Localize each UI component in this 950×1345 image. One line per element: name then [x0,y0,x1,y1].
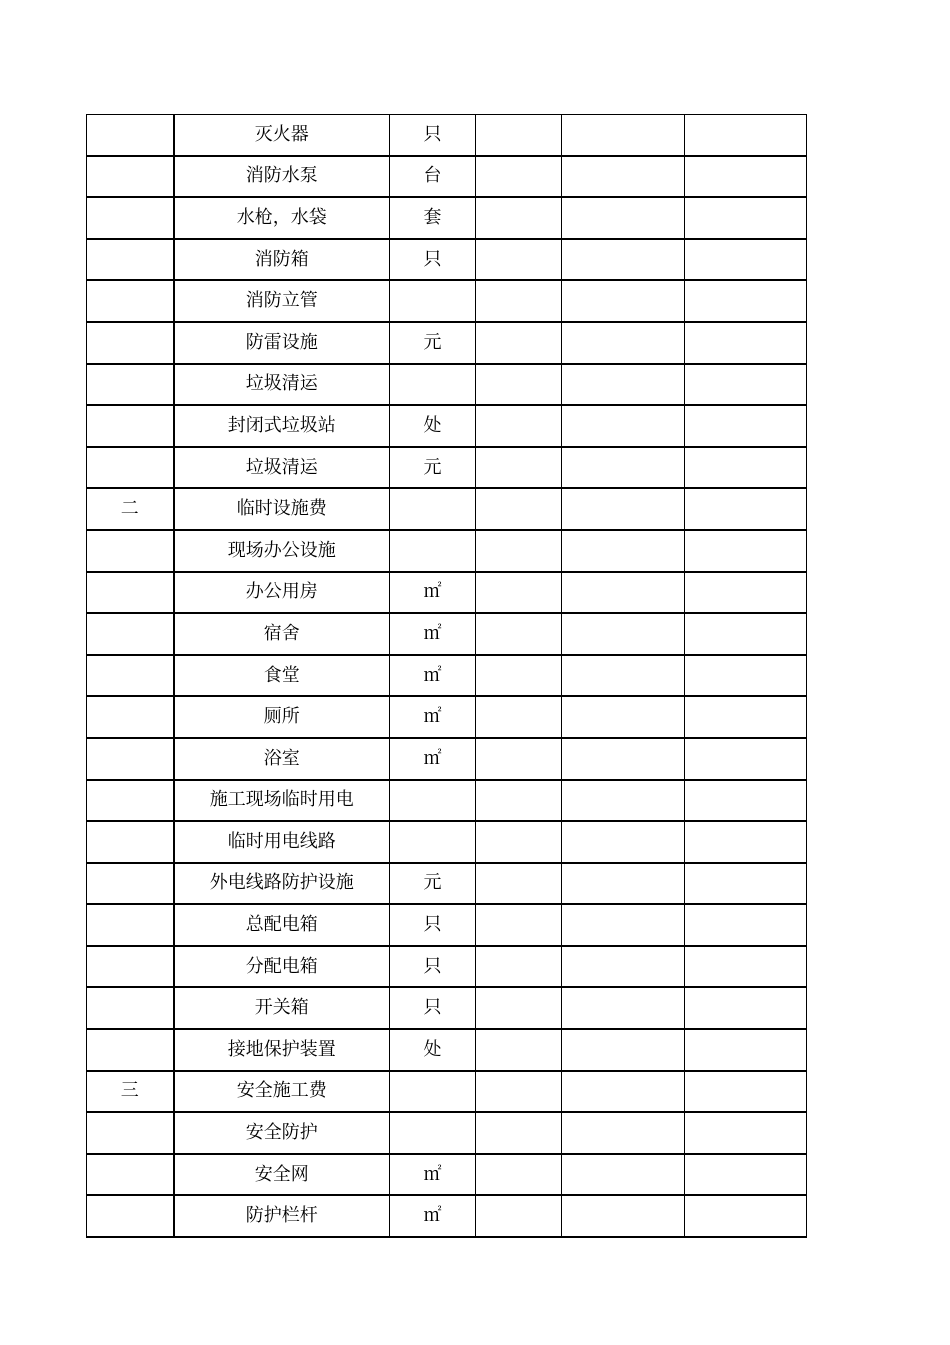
item-name-cell: 办公用房 [174,572,390,614]
item-name-cell: 总配电箱 [174,904,390,946]
table-row [87,613,807,655]
table-row [87,447,807,489]
empty-cell [685,115,807,156]
empty-cell [476,1029,562,1071]
unit-cell: 只 [390,987,476,1029]
empty-cell [476,156,562,198]
empty-cell [562,613,685,655]
unit-cell: ㎡ [390,696,476,738]
empty-cell [562,780,685,822]
empty-cell [562,197,685,239]
table-row [87,821,807,863]
row-number-cell [87,946,174,988]
empty-cell [562,655,685,697]
item-name-cell: 安全防护 [174,1112,390,1154]
unit-cell [390,1071,476,1113]
empty-cell [685,447,807,489]
empty-cell [685,780,807,822]
empty-cell [685,946,807,988]
unit-cell: ㎡ [390,613,476,655]
empty-cell [562,1029,685,1071]
item-name-cell: 防护栏杆 [174,1195,390,1237]
table-row [87,655,807,697]
empty-cell [476,946,562,988]
empty-cell [562,572,685,614]
item-name-cell: 开关箱 [174,987,390,1029]
row-number-cell [87,1154,174,1196]
row-number-cell [87,156,174,198]
unit-cell: 只 [390,904,476,946]
empty-cell [685,405,807,447]
item-name-cell: 消防箱 [174,239,390,281]
row-number-cell [87,613,174,655]
table-row [87,530,807,572]
empty-cell [562,447,685,489]
row-number-cell [87,572,174,614]
empty-cell [685,572,807,614]
empty-cell [476,1071,562,1113]
row-number-cell: 二 [87,488,174,530]
empty-cell [685,696,807,738]
empty-cell [562,280,685,322]
table-row [87,197,807,239]
unit-cell: 台 [390,156,476,198]
item-name-cell: 防雷设施 [174,322,390,364]
row-number-cell [87,738,174,780]
empty-cell [685,1154,807,1196]
item-name-cell: 浴室 [174,738,390,780]
empty-cell [562,863,685,905]
cost-table [86,114,807,1238]
empty-cell [562,530,685,572]
empty-cell [685,1071,807,1113]
unit-cell: 处 [390,405,476,447]
empty-cell [476,987,562,1029]
row-number-cell [87,447,174,489]
item-name-cell: 垃圾清运 [174,447,390,489]
empty-cell [476,780,562,822]
item-name-cell: 接地保护装置 [174,1029,390,1071]
item-name-cell: 临时用电线路 [174,821,390,863]
row-number-cell [87,197,174,239]
unit-cell: 处 [390,1029,476,1071]
item-name-cell: 垃圾清运 [174,364,390,406]
empty-cell [476,530,562,572]
item-name-cell: 食堂 [174,655,390,697]
row-number-cell [87,821,174,863]
empty-cell [476,821,562,863]
empty-cell [685,197,807,239]
empty-cell [685,1029,807,1071]
empty-cell [476,738,562,780]
item-name-cell: 安全网 [174,1154,390,1196]
empty-cell [476,1195,562,1237]
item-name-cell: 消防立管 [174,280,390,322]
row-number-cell [87,1112,174,1154]
empty-cell [562,987,685,1029]
row-number-cell [87,655,174,697]
empty-cell [562,1154,685,1196]
row-number-cell [87,1195,174,1237]
unit-cell: ㎡ [390,738,476,780]
unit-cell: 只 [390,115,476,156]
item-name-cell: 安全施工费 [174,1071,390,1113]
empty-cell [476,655,562,697]
row-number-cell [87,280,174,322]
item-name-cell: 现场办公设施 [174,530,390,572]
empty-cell [685,738,807,780]
unit-cell [390,488,476,530]
empty-cell [685,156,807,198]
empty-cell [562,115,685,156]
empty-cell [562,239,685,281]
empty-cell [685,655,807,697]
empty-cell [476,447,562,489]
empty-cell [476,572,562,614]
table-row [87,280,807,322]
table-body [87,115,807,1238]
empty-cell [562,1071,685,1113]
table-row [87,946,807,988]
unit-cell [390,821,476,863]
item-name-cell: 施工现场临时用电 [174,780,390,822]
table-row [87,156,807,198]
row-number-cell [87,696,174,738]
empty-cell [685,239,807,281]
row-number-cell [87,115,174,156]
empty-cell [562,946,685,988]
item-name-cell: 外电线路防护设施 [174,863,390,905]
empty-cell [476,197,562,239]
unit-cell [390,364,476,406]
table-row [87,405,807,447]
empty-cell [562,821,685,863]
unit-cell: 只 [390,946,476,988]
unit-cell: 套 [390,197,476,239]
empty-cell [685,488,807,530]
table-row [87,1029,807,1071]
row-number-cell [87,987,174,1029]
item-name-cell: 灭火器 [174,115,390,156]
item-name-cell: 水枪，水袋 [174,197,390,239]
table-row [87,904,807,946]
table-row [87,987,807,1029]
unit-cell: 元 [390,447,476,489]
empty-cell [476,488,562,530]
item-name-cell: 厕所 [174,696,390,738]
row-number-cell [87,780,174,822]
empty-cell [685,1112,807,1154]
row-number-cell [87,863,174,905]
empty-cell [476,364,562,406]
unit-cell [390,1112,476,1154]
empty-cell [562,1112,685,1154]
table-row [87,488,807,530]
table-row [87,364,807,406]
unit-cell: 只 [390,239,476,281]
unit-cell: ㎡ [390,572,476,614]
table-row [87,696,807,738]
item-name-cell: 临时设施费 [174,488,390,530]
row-number-cell [87,1029,174,1071]
item-name-cell: 消防水泵 [174,156,390,198]
row-number-cell [87,904,174,946]
empty-cell [685,322,807,364]
empty-cell [476,613,562,655]
unit-cell: 元 [390,863,476,905]
table-row [87,572,807,614]
empty-cell [685,364,807,406]
empty-cell [562,1195,685,1237]
unit-cell [390,280,476,322]
empty-cell [476,239,562,281]
unit-cell [390,780,476,822]
unit-cell: 元 [390,322,476,364]
table-row [87,115,807,156]
unit-cell: ㎡ [390,655,476,697]
empty-cell [562,904,685,946]
empty-cell [685,904,807,946]
table-row [87,1154,807,1196]
table-row [87,322,807,364]
empty-cell [476,863,562,905]
row-number-cell [87,322,174,364]
empty-cell [476,322,562,364]
empty-cell [685,530,807,572]
item-name-cell: 宿舍 [174,613,390,655]
empty-cell [685,613,807,655]
item-name-cell: 分配电箱 [174,946,390,988]
empty-cell [562,364,685,406]
row-number-cell [87,364,174,406]
empty-cell [476,904,562,946]
empty-cell [562,405,685,447]
empty-cell [685,280,807,322]
table-row [87,1071,807,1113]
table-row [87,239,807,281]
empty-cell [685,987,807,1029]
empty-cell [476,1112,562,1154]
empty-cell [562,322,685,364]
empty-cell [476,405,562,447]
row-number-cell [87,405,174,447]
table-row [87,780,807,822]
empty-cell [476,280,562,322]
empty-cell [476,696,562,738]
row-number-cell: 三 [87,1071,174,1113]
unit-cell: ㎡ [390,1154,476,1196]
item-name-cell: 封闭式垃圾站 [174,405,390,447]
empty-cell [562,156,685,198]
table-row [87,738,807,780]
row-number-cell [87,239,174,281]
row-number-cell [87,530,174,572]
empty-cell [476,1154,562,1196]
table-row [87,863,807,905]
empty-cell [685,1195,807,1237]
empty-cell [562,488,685,530]
empty-cell [685,821,807,863]
empty-cell [476,115,562,156]
empty-cell [685,863,807,905]
empty-cell [562,696,685,738]
empty-cell [562,738,685,780]
table-row [87,1112,807,1154]
unit-cell: ㎡ [390,1195,476,1237]
unit-cell [390,530,476,572]
table-row [87,1195,807,1237]
